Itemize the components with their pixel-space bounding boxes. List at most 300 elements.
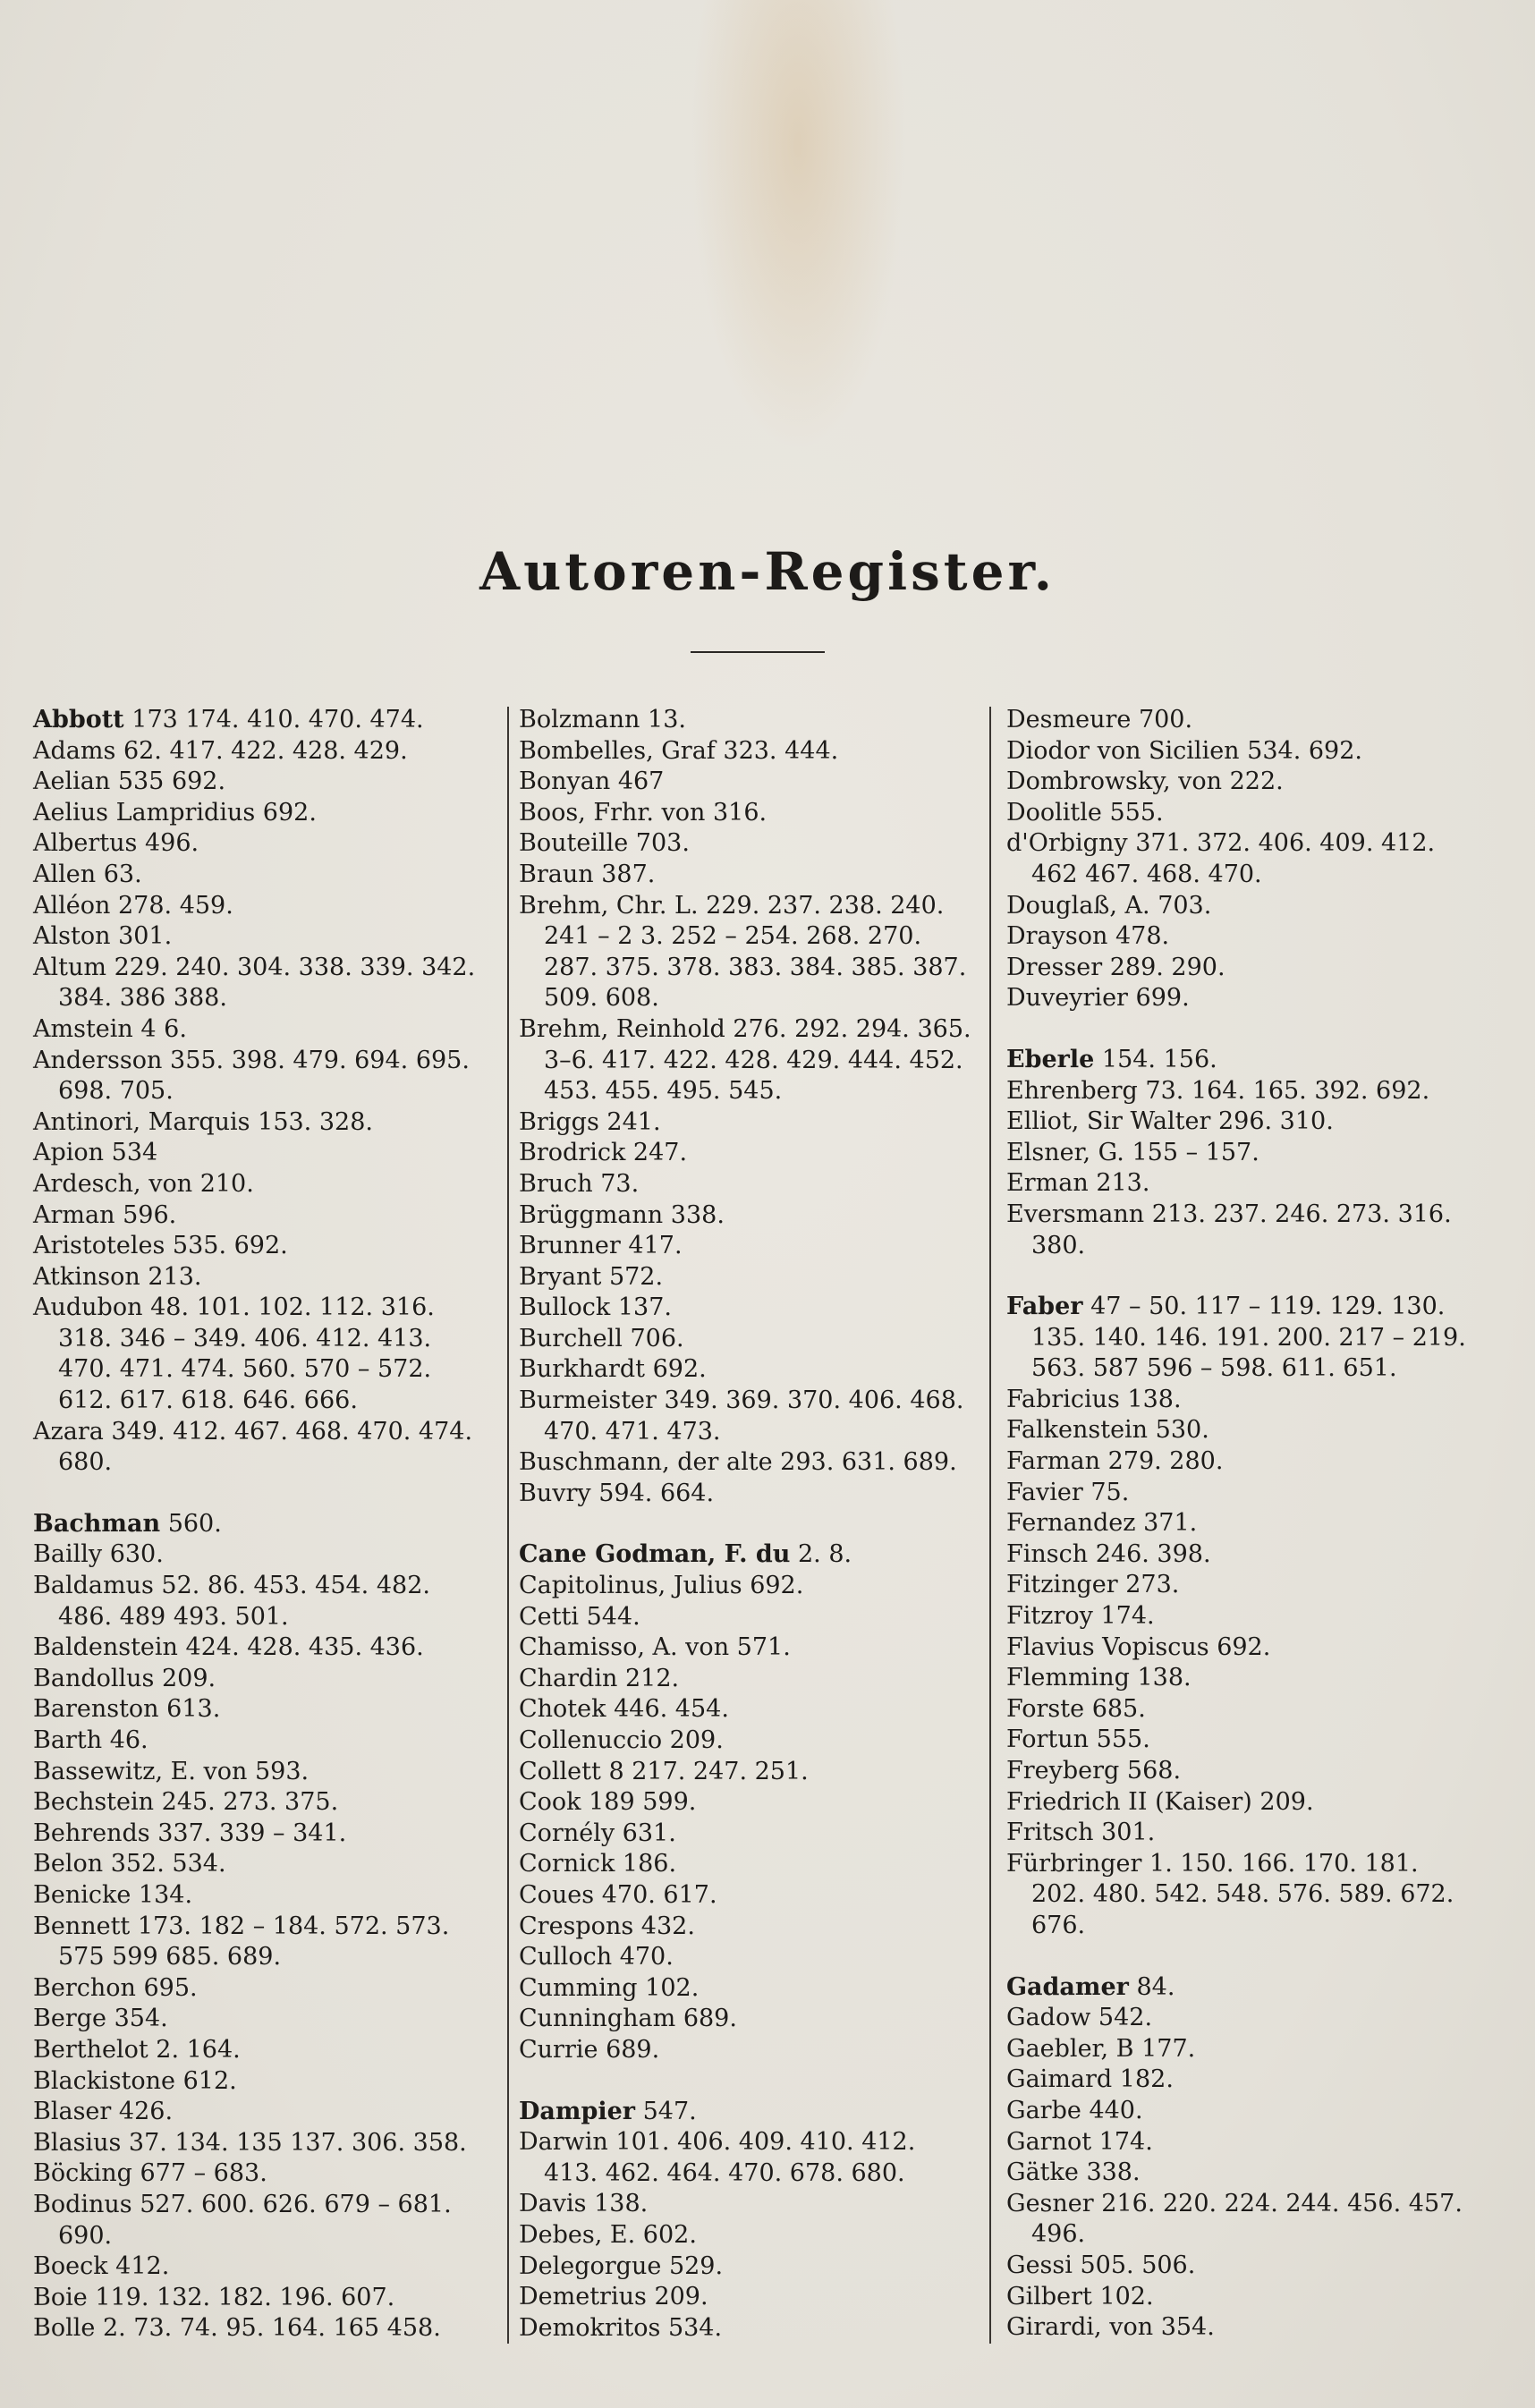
index-entry bbox=[519, 1231, 984, 1262]
author-name: Gessi bbox=[1006, 2251, 1073, 2279]
index-entry-line bbox=[519, 1107, 984, 1139]
title-rule bbox=[691, 651, 825, 653]
author-name: Blackistone bbox=[33, 2066, 176, 2095]
index-entry-line bbox=[519, 1447, 984, 1479]
author-name: Behrends bbox=[33, 1819, 150, 1847]
author-name: Boeck bbox=[33, 2252, 108, 2281]
page-refs: 613. bbox=[166, 1695, 221, 1724]
index-entry-line bbox=[519, 1942, 984, 1973]
author-name: Forste bbox=[1006, 1694, 1085, 1723]
index-entry bbox=[519, 1632, 984, 1664]
index-entry-line bbox=[33, 1169, 498, 1200]
author-name: Benicke bbox=[33, 1880, 131, 1909]
index-entry bbox=[519, 2220, 984, 2251]
author-name: Fortun bbox=[1006, 1725, 1090, 1754]
index-entry bbox=[33, 1973, 498, 2005]
index-entry bbox=[519, 1880, 984, 1912]
page-refs: 535 692. bbox=[117, 767, 226, 796]
index-entry bbox=[33, 953, 498, 1014]
author-name: Bolle bbox=[33, 2314, 96, 2343]
page-refs: 84. bbox=[1136, 1972, 1175, 2001]
page-refs: 173 174. 410. 470. 474. bbox=[131, 706, 424, 733]
page-refs: 209. bbox=[161, 1664, 216, 1692]
index-entry bbox=[519, 891, 984, 1014]
page-refs: 216. 220. 224. 244. 456. 457. bbox=[1101, 2189, 1463, 2217]
letter-gap bbox=[519, 2066, 984, 2097]
page-refs: 424. 428. 435. 436. bbox=[185, 1633, 424, 1662]
author-name: Eversmann bbox=[1006, 1200, 1145, 1228]
index-entry bbox=[33, 1138, 498, 1169]
page-refs: 417. bbox=[628, 1232, 683, 1260]
index-entry-line bbox=[1006, 2251, 1489, 2282]
author-name: Chamisso, A. von bbox=[519, 1633, 730, 1662]
index-entry-line bbox=[1006, 2034, 1489, 2065]
author-name: Böcking bbox=[33, 2159, 132, 2188]
index-entry-line bbox=[519, 1787, 984, 1819]
author-name: Amstein bbox=[33, 1014, 133, 1043]
index-entry bbox=[1006, 2312, 1489, 2344]
author-name: Currie bbox=[519, 2035, 598, 2064]
author-name: Atkinson bbox=[33, 1262, 140, 1291]
author-name: Bassewitz, E. von bbox=[33, 1757, 248, 1785]
author-name: Albertus bbox=[33, 829, 138, 858]
page-refs: 677 – 683. bbox=[140, 2159, 267, 2188]
page-refs: 119. 132. 182. 196. 607. bbox=[95, 2283, 395, 2311]
page-refs: 323. 444. bbox=[723, 736, 839, 765]
index-entry bbox=[1006, 2034, 1489, 2065]
index-entry-line bbox=[33, 1509, 498, 1540]
author-name: Erman bbox=[1006, 1169, 1089, 1198]
page-refs: 338. bbox=[670, 1200, 725, 1229]
author-name: Cook bbox=[519, 1788, 581, 1817]
index-entry bbox=[33, 2190, 498, 2251]
author-name: Ehrenberg bbox=[1006, 1076, 1138, 1105]
page-refs: 371. 372. 406. 409. 412. bbox=[1135, 829, 1436, 858]
index-entry-line bbox=[1006, 1756, 1489, 1787]
index-entry bbox=[1006, 1849, 1489, 1942]
page-refs: 689. bbox=[683, 2005, 737, 2033]
index-entry-line bbox=[1006, 983, 1489, 1014]
page-refs: 13. bbox=[648, 706, 686, 733]
index-entry-line bbox=[33, 1138, 498, 1169]
author-name: Cetti bbox=[519, 1602, 579, 1631]
index-entry bbox=[1006, 1446, 1489, 1478]
index-entry bbox=[519, 1479, 984, 1510]
author-name: Finsch bbox=[1006, 1539, 1089, 1568]
page-refs: 505. 506. bbox=[1080, 2251, 1196, 2279]
author-name: Arman bbox=[33, 1200, 115, 1229]
index-entry-line bbox=[1006, 1292, 1489, 1323]
index-entry-line bbox=[33, 2035, 498, 2066]
index-entry-line bbox=[1006, 1168, 1489, 1200]
author-name: Chardin bbox=[519, 1664, 618, 1692]
index-entry bbox=[519, 767, 984, 798]
page-refs: 355. 398. 479. 694. 695. bbox=[170, 1046, 470, 1074]
author-name: Freyberg bbox=[1006, 1757, 1120, 1785]
page-refs: 338. bbox=[1086, 2158, 1141, 2187]
index-entry bbox=[519, 2127, 984, 2189]
index-entry bbox=[519, 1200, 984, 1232]
page-refs: 542. bbox=[1098, 2004, 1153, 2032]
index-entry bbox=[33, 2283, 498, 2314]
index-entry-line bbox=[1006, 1694, 1489, 1725]
index-entry-line bbox=[519, 1725, 984, 1757]
index-entry-line bbox=[33, 1819, 498, 1850]
page-refs-continued: 690. bbox=[58, 2221, 113, 2250]
index-entry-line bbox=[1006, 736, 1489, 767]
index-entry-line bbox=[33, 1539, 498, 1571]
author-name: Bombelles, Graf bbox=[519, 736, 716, 765]
index-entry bbox=[519, 1354, 984, 1386]
author-name: Collett bbox=[519, 1757, 601, 1785]
index-entry-line bbox=[1006, 1570, 1489, 1601]
page-refs: 134. bbox=[138, 1880, 193, 1909]
page-refs-continued: 380. bbox=[1031, 1231, 1086, 1259]
page-refs-continued: 496. bbox=[1031, 2220, 1086, 2249]
author-name: Elliot, Sir Walter bbox=[1006, 1107, 1211, 1136]
index-entry-line bbox=[1006, 1632, 1489, 1664]
index-entry-line bbox=[1006, 2158, 1489, 2189]
index-entry-line bbox=[519, 1819, 984, 1850]
index-entry bbox=[1006, 798, 1489, 829]
index-entry bbox=[33, 1632, 498, 1664]
index-entry-line bbox=[519, 1354, 984, 1386]
index-entry-line bbox=[519, 1479, 984, 1510]
index-column-3 bbox=[1006, 705, 1489, 2344]
page-refs: 568. bbox=[1126, 1757, 1182, 1785]
index-entry bbox=[33, 736, 498, 767]
author-name: Apion bbox=[33, 1139, 105, 1167]
page-refs: 354. bbox=[114, 2005, 168, 2033]
index-entry-line bbox=[33, 1664, 498, 1695]
index-entry-line bbox=[33, 736, 498, 767]
index-entry-line bbox=[519, 2097, 984, 2128]
index-entry-line bbox=[1006, 705, 1489, 736]
page-refs: 349. 412. 467. 468. 470. 474. bbox=[111, 1417, 473, 1446]
author-name: Burchell bbox=[519, 1324, 623, 1352]
author-name: Belon bbox=[33, 1850, 104, 1878]
page-refs: 289. 290. bbox=[1109, 953, 1225, 981]
index-entry-line bbox=[519, 705, 984, 736]
index-entry bbox=[33, 1293, 498, 1416]
page-refs: 371. bbox=[1143, 1509, 1198, 1538]
index-entry-line bbox=[1006, 921, 1489, 953]
index-entry bbox=[1006, 2158, 1489, 2189]
index-entry-line bbox=[1006, 1045, 1489, 1076]
index-entry-line bbox=[519, 1539, 984, 1571]
page-refs: 73. 164. 165. 392. 692. bbox=[1145, 1076, 1430, 1105]
index-entry bbox=[519, 2251, 984, 2283]
page-refs: 432. bbox=[640, 1912, 695, 1940]
page-refs: 279. 280. bbox=[1107, 1447, 1224, 1476]
index-entry bbox=[519, 1912, 984, 1943]
index-entry bbox=[519, 1694, 984, 1725]
author-name: Abbott bbox=[33, 706, 124, 733]
index-entry bbox=[1006, 1601, 1489, 1632]
page-refs: 594. 664. bbox=[598, 1479, 715, 1507]
index-entry bbox=[33, 1014, 498, 1046]
page-refs-continued: 453. 455. 495. 545. bbox=[544, 1077, 783, 1106]
index-entry bbox=[33, 1262, 498, 1293]
author-name: Baldamus bbox=[33, 1572, 154, 1600]
page-refs: 229. 240. 304. 338. 339. 342. bbox=[114, 953, 476, 981]
author-name: Fabricius bbox=[1006, 1385, 1120, 1413]
author-name: Alston bbox=[33, 922, 111, 951]
page-refs: 241. bbox=[606, 1107, 661, 1136]
index-entry-line bbox=[33, 2251, 498, 2283]
page-refs: 426. bbox=[118, 2098, 174, 2126]
author-name: Garbe bbox=[1006, 2096, 1081, 2124]
index-entry-line bbox=[33, 1973, 498, 2005]
author-name: Doolitle bbox=[1006, 798, 1102, 827]
index-entry bbox=[1006, 953, 1489, 984]
index-entry-line bbox=[33, 2128, 498, 2159]
index-entry-line bbox=[519, 1014, 984, 1046]
author-name: Andersson bbox=[33, 1046, 163, 1074]
index-entry-line bbox=[33, 1046, 498, 1077]
index-entry-line bbox=[33, 1725, 498, 1757]
page-refs-continued: 462 467. 468. 470. bbox=[1031, 860, 1262, 888]
index-entry-line bbox=[33, 2066, 498, 2098]
author-name: Buvry bbox=[519, 1479, 591, 1507]
author-name: Cornick bbox=[519, 1850, 615, 1878]
author-name: Dresser bbox=[1006, 953, 1103, 981]
index-entry bbox=[519, 798, 984, 829]
index-entry bbox=[1006, 2189, 1489, 2251]
index-entry-line bbox=[1006, 2096, 1489, 2127]
author-name: Bonyan bbox=[519, 767, 611, 796]
index-entry bbox=[519, 1262, 984, 1293]
index-entry bbox=[519, 705, 984, 736]
index-entry bbox=[519, 2313, 984, 2344]
index-entry bbox=[1006, 891, 1489, 922]
page-refs: 630. bbox=[109, 1540, 164, 1569]
index-entry-line bbox=[33, 1571, 498, 1602]
index-entry bbox=[1006, 1663, 1489, 1694]
page-refs: 222. bbox=[1229, 767, 1284, 796]
page-refs: 212. bbox=[624, 1664, 680, 1692]
column-divider bbox=[989, 707, 991, 2344]
index-entry bbox=[1006, 1818, 1489, 1849]
page-refs: 293. 631. 689. bbox=[780, 1448, 957, 1477]
index-entry bbox=[1006, 1725, 1489, 1756]
index-entry bbox=[519, 1386, 984, 1447]
index-entry bbox=[1006, 1508, 1489, 1539]
page-refs: 153. 328. bbox=[258, 1107, 373, 1136]
index-entry bbox=[1006, 1632, 1489, 1664]
page-refs: 689. bbox=[606, 2035, 660, 2064]
page-refs-continued: 470. 471. 473. bbox=[544, 1417, 721, 1446]
author-name: Girardi, von bbox=[1006, 2313, 1154, 2342]
page-refs: 412. bbox=[115, 2252, 170, 2281]
author-name: Crespons bbox=[519, 1912, 634, 1940]
index-entry-line bbox=[519, 860, 984, 891]
index-entry bbox=[519, 1819, 984, 1850]
page-refs: 246. 398. bbox=[1095, 1539, 1211, 1568]
page-refs: 301. bbox=[1101, 1819, 1156, 1847]
index-entry bbox=[519, 860, 984, 891]
index-entry bbox=[33, 798, 498, 829]
index-entry-line bbox=[1006, 2282, 1489, 2313]
page-title: Autoren-Register. bbox=[479, 541, 1056, 602]
page-refs: 544. bbox=[586, 1602, 640, 1631]
index-entry-line bbox=[519, 1200, 984, 1232]
index-entry-line bbox=[1006, 1725, 1489, 1756]
index-entry-line bbox=[33, 2190, 498, 2221]
author-name: Desmeure bbox=[1006, 706, 1132, 733]
index-entry bbox=[519, 2189, 984, 2220]
index-entry bbox=[519, 2035, 984, 2066]
page-refs: 692. bbox=[652, 1355, 707, 1384]
page-refs: 706. bbox=[630, 1324, 684, 1352]
author-name: Elsner, G. bbox=[1006, 1138, 1124, 1166]
index-entry bbox=[33, 1880, 498, 1912]
index-entry bbox=[33, 1725, 498, 1757]
author-name: Demokritos bbox=[519, 2313, 661, 2342]
page-refs: 209. bbox=[654, 2283, 708, 2311]
page-refs: 174. bbox=[1100, 1602, 1155, 1631]
page-refs-continued: 612. 617. 618. 646. 666. bbox=[58, 1386, 358, 1415]
page-refs: 699. bbox=[1135, 984, 1190, 1013]
index-entry bbox=[1006, 1570, 1489, 1601]
author-name: Favier bbox=[1006, 1478, 1083, 1506]
author-name: Altum bbox=[33, 953, 106, 981]
page-refs: 602. bbox=[642, 2220, 697, 2249]
index-entry-line bbox=[1006, 891, 1489, 922]
page-refs-continued: 3–6. 417. 422. 428. 429. 444. 452. bbox=[544, 1046, 963, 1074]
page-refs-continued: 287. 375. 378. 383. 384. 385. 387. bbox=[544, 953, 967, 981]
author-name: Berchon bbox=[33, 1973, 136, 2002]
index-column-1 bbox=[33, 705, 498, 2344]
author-name: Alléon bbox=[33, 891, 111, 920]
page-refs: 138. bbox=[1127, 1385, 1182, 1413]
page-refs: 137. bbox=[617, 1293, 672, 1322]
letter-gap bbox=[33, 1479, 498, 1509]
author-name: Bruch bbox=[519, 1169, 593, 1198]
index-entry bbox=[33, 1231, 498, 1262]
page-refs: 138. bbox=[594, 2190, 649, 2218]
index-entry-line bbox=[33, 921, 498, 953]
page-refs: 612. bbox=[182, 2066, 237, 2095]
index-entry bbox=[519, 1787, 984, 1819]
page-refs: 182. bbox=[1119, 2065, 1174, 2094]
page-refs: 102. bbox=[1099, 2282, 1154, 2310]
index-entry bbox=[33, 1509, 498, 1540]
index-entry-line bbox=[1006, 2189, 1489, 2220]
author-name: Bandollus bbox=[33, 1664, 155, 1692]
page-refs: 703. bbox=[635, 829, 690, 858]
page-refs: 75. bbox=[1090, 1478, 1130, 1506]
index-entry-line bbox=[33, 2158, 498, 2190]
page-refs: 467 bbox=[617, 767, 665, 796]
index-entry-line bbox=[1006, 1601, 1489, 1632]
index-entry-line bbox=[1006, 1478, 1489, 1509]
index-entry bbox=[33, 1200, 498, 1232]
index-entry-line bbox=[1006, 1076, 1489, 1107]
author-name: Dampier bbox=[519, 2097, 636, 2125]
index-entry bbox=[33, 1849, 498, 1880]
index-entry-line bbox=[519, 1293, 984, 1324]
author-name: Faber bbox=[1006, 1293, 1083, 1321]
index-entry-line bbox=[1006, 1446, 1489, 1478]
author-name: Bodinus bbox=[33, 2190, 132, 2218]
index-entry bbox=[1006, 736, 1489, 767]
page-refs: 470. 617. bbox=[601, 1880, 717, 1909]
index-entry bbox=[519, 2097, 984, 2128]
author-name: Flavius Vopiscus bbox=[1006, 1632, 1209, 1661]
index-entry-line bbox=[1006, 1138, 1489, 1169]
index-entry bbox=[33, 1417, 498, 1479]
author-name: Blaser bbox=[33, 2098, 112, 2126]
index-entry-line bbox=[1006, 798, 1489, 829]
page-refs: 210. bbox=[199, 1169, 254, 1198]
page-refs: 349. 369. 370. 406. 468. bbox=[664, 1386, 964, 1415]
index-entry bbox=[519, 2282, 984, 2313]
author-name: Bechstein bbox=[33, 1788, 155, 1817]
letter-gap bbox=[1006, 1261, 1489, 1292]
author-name: Cornély bbox=[519, 1819, 615, 1847]
index-entry bbox=[1006, 1106, 1489, 1138]
author-name: Bullock bbox=[519, 1293, 611, 1322]
index-entry-line bbox=[33, 1014, 498, 1046]
index-entry-line bbox=[33, 705, 498, 736]
index-entry-line bbox=[1006, 1787, 1489, 1819]
page-refs: 8 217. 247. 251. bbox=[608, 1757, 809, 1785]
author-name: Aristoteles bbox=[33, 1232, 165, 1260]
index-entry bbox=[33, 921, 498, 953]
index-entry-line bbox=[519, 798, 984, 829]
author-name: Fürbringer bbox=[1006, 1849, 1142, 1878]
index-entry-line bbox=[1006, 1508, 1489, 1539]
page-refs: 547. bbox=[642, 2097, 697, 2125]
index-entry bbox=[1006, 983, 1489, 1014]
index-entry-line bbox=[1006, 1385, 1489, 1416]
page-refs: 174. bbox=[1098, 2127, 1153, 2156]
author-name: Brehm, Chr. L. bbox=[519, 891, 699, 920]
index-entry-line bbox=[519, 1386, 984, 1417]
index-entry bbox=[519, 1539, 984, 1571]
index-entry bbox=[1006, 1138, 1489, 1169]
index-entry bbox=[519, 1324, 984, 1355]
index-entry-line bbox=[519, 1694, 984, 1725]
page-refs: 692. bbox=[750, 1572, 804, 1600]
index-entry bbox=[1006, 1539, 1489, 1571]
page-refs: 529. bbox=[668, 2251, 724, 2280]
index-entry-line bbox=[1006, 2003, 1489, 2034]
page-refs-continued: 384. 386 388. bbox=[58, 984, 227, 1013]
author-name: Collenuccio bbox=[519, 1726, 663, 1754]
author-name: Azara bbox=[33, 1417, 104, 1446]
author-name: Douglaß, A. bbox=[1006, 891, 1150, 920]
page-refs-continued: 413. 462. 464. 470. 678. 680. bbox=[544, 2158, 905, 2187]
page-refs: 46. bbox=[109, 1726, 148, 1754]
index-entry bbox=[33, 1757, 498, 1788]
page-refs: 316. bbox=[713, 798, 768, 827]
page-refs: 102. bbox=[645, 1973, 700, 2002]
index-entry bbox=[1006, 1972, 1489, 2004]
author-name: Farman bbox=[1006, 1447, 1100, 1476]
index-entry-line bbox=[519, 2251, 984, 2283]
author-name: Allen bbox=[33, 860, 97, 888]
page-refs: 631. bbox=[622, 1819, 676, 1847]
author-name: Briggs bbox=[519, 1107, 599, 1136]
index-entry-line bbox=[33, 1757, 498, 1788]
index-entry-line bbox=[519, 1664, 984, 1695]
page-refs: 296. 310. bbox=[1217, 1107, 1334, 1136]
page-refs: 186. bbox=[622, 1850, 677, 1878]
index-entry bbox=[519, 1942, 984, 1973]
author-name: Blasius bbox=[33, 2128, 122, 2157]
